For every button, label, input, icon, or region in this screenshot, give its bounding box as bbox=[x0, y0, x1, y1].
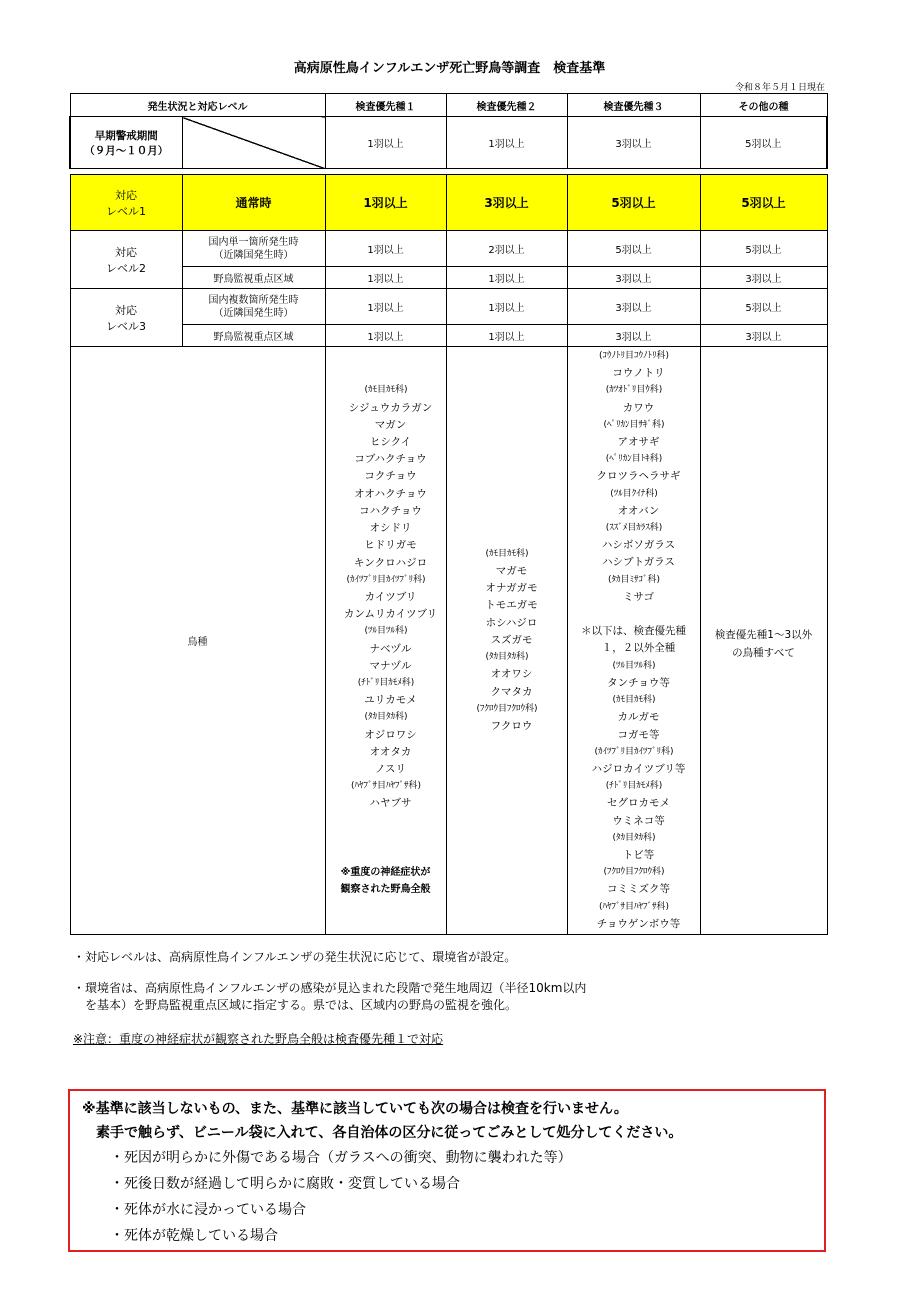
taxon-family: (ｶﾓ目ｶﾓ科) bbox=[364, 385, 408, 396]
species-item: クマタカ bbox=[490, 685, 533, 698]
species-item: ウミネコ等 bbox=[612, 814, 665, 827]
criteria-table bbox=[69, 93, 828, 935]
level2-row-a bbox=[70, 231, 827, 267]
value-cell: 1羽以上 bbox=[325, 117, 446, 169]
species-item: スズガモ bbox=[490, 633, 533, 646]
value-cell: 5羽以上 bbox=[700, 117, 827, 169]
value-cell: 1羽以上 bbox=[446, 117, 567, 169]
header-row bbox=[70, 94, 827, 117]
list-spacer bbox=[326, 830, 446, 847]
level1-row bbox=[70, 175, 827, 231]
level3-sub-b: 野鳥監視重点区域 bbox=[182, 325, 325, 347]
species-list-priority3 bbox=[567, 347, 700, 935]
taxon-family: (ﾂﾙ目ﾂﾙ科) bbox=[364, 626, 408, 637]
species-item: オオハクチョウ bbox=[354, 487, 427, 500]
species-item: チョウゲンボウ等 bbox=[596, 917, 681, 930]
taxon-family: (ﾀｶ目ﾀｶ科) bbox=[364, 712, 408, 723]
species-item: アオサギ bbox=[617, 436, 660, 449]
species-item: ナベヅル bbox=[369, 642, 412, 655]
species-item: 観察された野鳥全般 bbox=[340, 884, 431, 896]
species-item: フクロウ bbox=[490, 719, 533, 732]
diagonal-cell bbox=[182, 117, 325, 169]
species-item: ハシブトガラス bbox=[602, 556, 675, 569]
species-item: マガモ bbox=[495, 565, 528, 578]
box-line-2: 素手で触らず、ビニール袋に入れて、各自治体の区分に従ってごみとして処分してください。 bbox=[96, 1125, 683, 1141]
box-line-4: ・死後日数が経過して明らかに腐敗・変質している場合 bbox=[110, 1176, 460, 1192]
note-surveillance-line1: ・環境省は、高病原性鳥インフルエンザの感染が見込まれた段階で発生地周辺（半径10km以内 bbox=[73, 981, 587, 995]
species-label: 鳥種 bbox=[70, 347, 325, 935]
value-cell: 2羽以上 bbox=[446, 231, 567, 267]
header-level: 発生状況と対応レベル bbox=[70, 94, 325, 117]
value-cell: 3羽以上 bbox=[446, 175, 567, 231]
taxon-family: (ﾁﾄﾞﾘ目ｶﾓﾒ科) bbox=[605, 781, 663, 792]
taxon-family: (ｶﾂｵﾄﾞﾘ目ｳ科) bbox=[605, 385, 663, 396]
level1-sub: 通常時 bbox=[182, 175, 325, 231]
level2-label: 対応 レベル2 bbox=[70, 231, 182, 289]
box-line-1: ※基準に該当しないもの、また、基準に該当していても次の場合は検査を行いません。 bbox=[82, 1101, 628, 1117]
species-item: トビ等 bbox=[622, 848, 655, 861]
level3-sub-a: 国内複数箇所発生時 （近隣国発生時） bbox=[182, 289, 325, 325]
taxon-family: (ｶﾓ目ｶﾓ科) bbox=[485, 548, 529, 559]
taxon-family: (ﾂﾙ目ｸｲﾅ科) bbox=[610, 488, 658, 499]
species-item: ホシハジロ bbox=[485, 616, 538, 629]
note-surveillance-zone bbox=[73, 980, 586, 1014]
species-item: ミサゴ bbox=[622, 590, 655, 603]
value-cell: 1羽以上 bbox=[325, 267, 446, 289]
species-item: オジロワシ bbox=[364, 728, 417, 741]
list-spacer bbox=[568, 606, 700, 623]
note-response-level: ・対応レベルは、高病原性鳥インフルエンザの発生状況に応じて、環境省が設定。 bbox=[73, 950, 517, 964]
species-item: オシドリ bbox=[369, 522, 412, 535]
taxon-family: (ﾍﾟﾘｶﾝ目ｻｷﾞ科) bbox=[603, 419, 665, 430]
species-item: カンムリカイツブリ bbox=[343, 608, 438, 621]
taxon-family: (ｺｳﾉﾄﾘ目ｺｳﾉﾄﾘ科) bbox=[598, 351, 670, 362]
level3-label: 対応 レベル3 bbox=[70, 289, 182, 347]
species-item: の鳥種すべて bbox=[732, 646, 795, 659]
value-cell: 3羽以上 bbox=[700, 325, 827, 347]
value-cell: 5羽以上 bbox=[567, 231, 700, 267]
level3-row-a bbox=[70, 289, 827, 325]
value-cell: 1羽以上 bbox=[446, 267, 567, 289]
species-item: セグロカモメ bbox=[607, 797, 670, 810]
species-item: ※重度の神経症状が bbox=[340, 867, 431, 879]
list-spacer bbox=[326, 847, 446, 864]
species-item: コハクチョウ bbox=[359, 504, 422, 517]
box-line-3: ・死因が明らかに外傷である場合（ガラスへの衝突、動物に襲われた等） bbox=[110, 1150, 572, 1166]
level2-sub-b: 野鳥監視重点区域 bbox=[182, 267, 325, 289]
value-cell: 1羽以上 bbox=[446, 325, 567, 347]
header-priority1: 検査優先種１ bbox=[325, 94, 446, 117]
species-item: コブハクチョウ bbox=[354, 453, 427, 466]
value-cell: 3羽以上 bbox=[567, 267, 700, 289]
value-cell: 1羽以上 bbox=[325, 289, 446, 325]
level1-label: 対応 レベル1 bbox=[70, 175, 182, 231]
level2-row-b bbox=[70, 267, 827, 289]
species-item: ヒドリガモ bbox=[364, 539, 417, 552]
species-item: 検査優先種1～3以外 bbox=[714, 629, 813, 642]
value-cell: 5羽以上 bbox=[700, 231, 827, 267]
species-item: シジュウカラガン bbox=[348, 401, 433, 414]
species-item: ハヤブサ bbox=[369, 797, 412, 810]
species-list-other bbox=[700, 347, 827, 935]
taxon-family: (ﾀｶ目ﾐｻｺﾞ科) bbox=[607, 574, 661, 585]
species-item: トモエガモ bbox=[485, 599, 538, 612]
level2-sub-a: 国内単一箇所発生時 （近隣国発生時） bbox=[182, 231, 325, 267]
list-spacer bbox=[326, 813, 446, 830]
species-item: ノスリ bbox=[374, 762, 407, 775]
species-item: オオバン bbox=[617, 504, 660, 517]
value-cell: 3羽以上 bbox=[567, 325, 700, 347]
box-line-6: ・死体が乾燥している場合 bbox=[110, 1228, 278, 1244]
level3-row-b bbox=[70, 325, 827, 347]
species-item: コクチョウ bbox=[364, 470, 417, 483]
species-item: ユリカモメ bbox=[364, 694, 417, 707]
value-cell: 3羽以上 bbox=[700, 267, 827, 289]
species-item: ヒシクイ bbox=[369, 436, 412, 449]
value-cell: 5羽以上 bbox=[700, 175, 827, 231]
species-item: ハジロカイツブリ等 bbox=[591, 762, 686, 775]
note-caution: ※注意：重度の神経症状が観察された野鳥全般は検査優先種１で対応 bbox=[73, 1032, 444, 1046]
exclusion-box bbox=[68, 1089, 826, 1252]
value-cell: 1羽以上 bbox=[446, 289, 567, 325]
species-list-priority1 bbox=[325, 347, 446, 935]
header-priority2: 検査優先種２ bbox=[446, 94, 567, 117]
taxon-family: (ﾊﾔﾌﾞｻ目ﾊﾔﾌﾞｻ科) bbox=[598, 901, 670, 912]
box-line-5: ・死体が水に浸かっている場合 bbox=[110, 1202, 306, 1218]
taxon-family: (ﾊﾔﾌﾞｻ目ﾊﾔﾌﾞｻ科) bbox=[350, 781, 422, 792]
page-title: 高病原性鳥インフルエンザ死亡野鳥等調査 検査基準 bbox=[293, 61, 606, 76]
note-surveillance-line2: を基本）を野鳥監視重点区域に指定する。県では、区域内の野鳥の監視を強化。 bbox=[73, 998, 518, 1012]
species-item: カイツブリ bbox=[364, 590, 417, 603]
species-item: コガモ等 bbox=[617, 728, 660, 741]
species-item: タンチョウ等 bbox=[607, 676, 670, 689]
value-cell: 5羽以上 bbox=[567, 175, 700, 231]
effective-date: 令和８年５月１日現在 bbox=[734, 83, 825, 93]
taxon-family: (ﾀｶ目ﾀｶ科) bbox=[612, 832, 656, 843]
species-item: マガン bbox=[374, 418, 407, 431]
species-item: ハシボソガラス bbox=[601, 539, 676, 552]
taxon-family: (ﾀｶ目ﾀｶ科) bbox=[485, 652, 529, 663]
taxon-family: (ｽｽﾞﾒ目ｶﾗｽ科) bbox=[605, 523, 663, 534]
taxon-family: (ｶｲﾂﾌﾞﾘ目ｶｲﾂﾌﾞﾘ科) bbox=[594, 746, 674, 757]
species-item: コミミズク等 bbox=[607, 883, 670, 896]
species-item: コウノトリ bbox=[612, 367, 665, 380]
value-cell: 5羽以上 bbox=[700, 289, 827, 325]
species-item: カルガモ bbox=[617, 711, 660, 724]
value-cell: 3羽以上 bbox=[567, 117, 700, 169]
header-priority3: 検査優先種３ bbox=[567, 94, 700, 117]
value-cell: 1羽以上 bbox=[325, 231, 446, 267]
species-item: ＊以下は、検査優先種 bbox=[581, 625, 686, 638]
species-item: カワウ bbox=[622, 401, 655, 414]
species-item: オオワシ bbox=[490, 668, 533, 681]
species-item: キンクロハジロ bbox=[353, 556, 428, 569]
early-warning-row bbox=[70, 117, 827, 169]
header-other: その他の種 bbox=[700, 94, 827, 117]
taxon-family: (ﾂﾙ目ﾂﾙ科) bbox=[612, 660, 656, 671]
taxon-family: (ﾍﾟﾘｶﾝ目ﾄｷ科) bbox=[605, 454, 663, 465]
species-item: クロツラヘラサギ bbox=[596, 470, 681, 483]
species-item: １，２以外全種 bbox=[601, 642, 676, 655]
taxon-family: (ﾁﾄﾞﾘ目ｶﾓﾒ科) bbox=[357, 677, 415, 688]
species-item: オオタカ bbox=[369, 745, 412, 758]
species-item: オナガガモ bbox=[485, 582, 538, 595]
species-list-priority2 bbox=[446, 347, 567, 935]
value-cell: 3羽以上 bbox=[567, 289, 700, 325]
early-warning-label: 早期警戒期間 （９月～１０月） bbox=[70, 117, 182, 169]
taxon-family: (ﾌｸﾛｳ目ﾌｸﾛｳ科) bbox=[603, 867, 665, 878]
species-item: マナヅル bbox=[369, 659, 412, 672]
taxon-family: (ｶｲﾂﾌﾞﾘ目ｶｲﾂﾌﾞﾘ科) bbox=[346, 574, 426, 585]
taxon-family: (ｶﾓ目ｶﾓ科) bbox=[612, 695, 656, 706]
value-cell: 1羽以上 bbox=[325, 325, 446, 347]
species-row bbox=[70, 347, 827, 935]
value-cell: 1羽以上 bbox=[325, 175, 446, 231]
taxon-family: (ﾌｸﾛｳ目ﾌｸﾛｳ科) bbox=[476, 703, 538, 714]
